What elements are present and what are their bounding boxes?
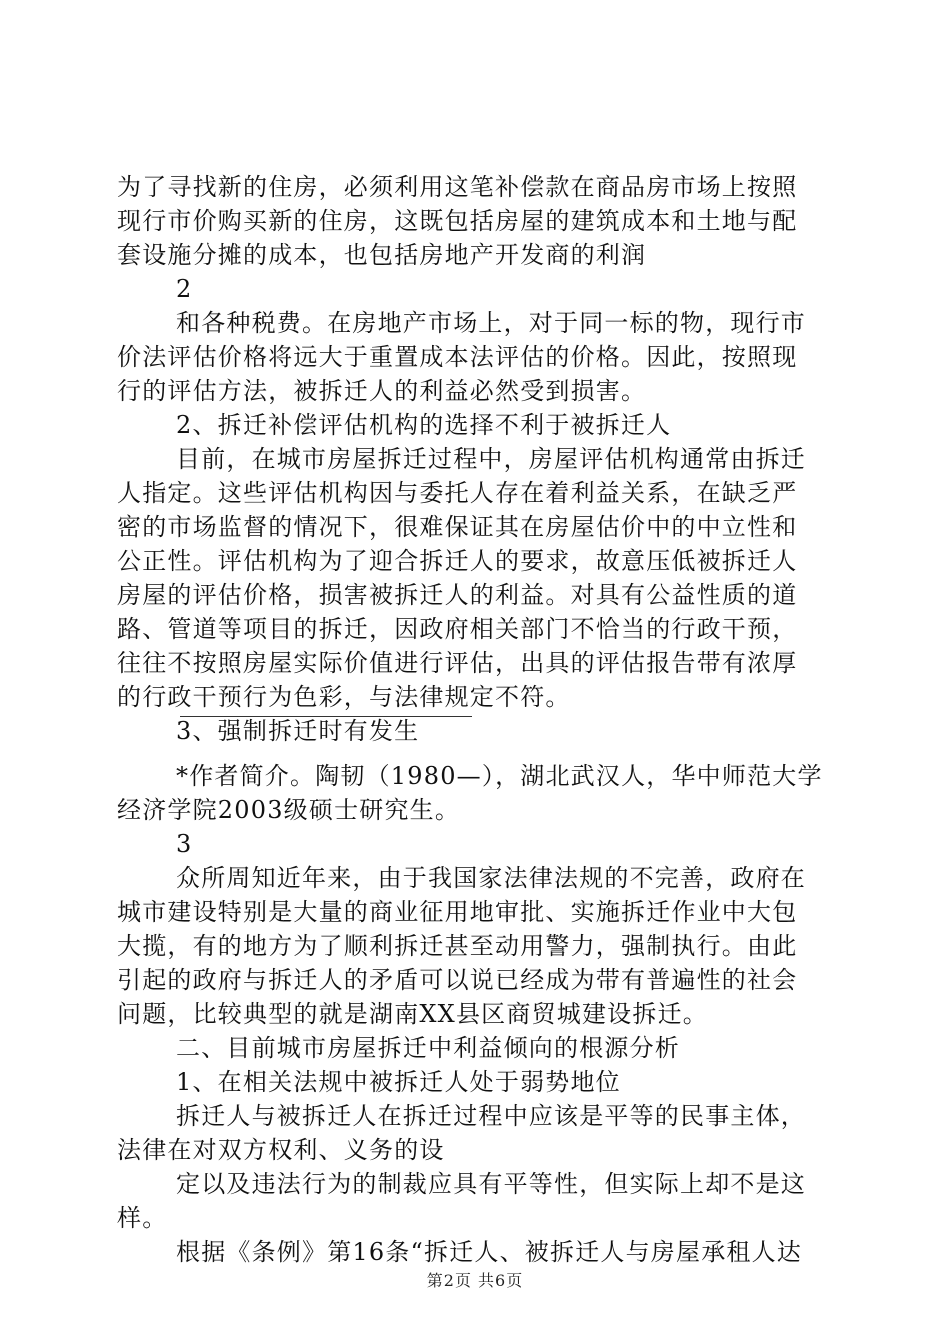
body-line: 路、管道等项目的拆迁，因政府相关部门不恰当的行政干预， — [117, 615, 798, 643]
section-heading: 1、在相关法规中被拆迁人处于弱势地位 — [176, 1068, 621, 1096]
body-line: 样。 — [117, 1204, 168, 1232]
footnote-line: *作者简介。陶韧（1980—），湖北武汉人，华中师范大学 — [176, 762, 823, 790]
body-line: 和各种税费。在房地产市场上，对于同一标的物，现行市 — [176, 309, 806, 337]
body-line: 的行政干预行为色彩，与法律规定不符。 — [117, 683, 571, 711]
footnote-line: 经济学院2003级硕士研究生。 — [117, 796, 461, 824]
body-line: 大揽，有的地方为了顺利拆迁甚至动用警力，强制执行。由此 — [117, 932, 798, 960]
body-line: 问题，比较典型的就是湖南XX县区商贸城建设拆迁。 — [117, 1000, 708, 1028]
section-heading: 二、目前城市房屋拆迁中利益倾向的根源分析 — [176, 1034, 680, 1062]
body-line: 价法评估价格将远大于重置成本法评估的价格。因此，按照现 — [117, 343, 798, 371]
page-footer: 第2页 共6页 — [426, 1271, 524, 1290]
page-number-marker: 3 — [176, 830, 193, 858]
body-line: 往往不按照房屋实际价值进行评估，出具的评估报告带有浓厚 — [117, 649, 798, 677]
body-line: 行的评估方法，被拆迁人的利益必然受到损害。 — [117, 377, 647, 405]
body-line: 众所周知近年来，由于我国家法律法规的不完善，政府在 — [176, 864, 806, 892]
body-line: 房屋的评估价格，损害被拆迁人的利益。对具有公益性质的道 — [117, 581, 798, 609]
body-line: 法律在对双方权利、义务的设 — [117, 1136, 445, 1164]
body-line: 目前，在城市房屋拆迁过程中，房屋评估机构通常由拆迁 — [176, 445, 806, 473]
body-line: 定以及违法行为的制裁应具有平等性，但实际上却不是这 — [176, 1170, 806, 1198]
body-line: 根据《条例》第16条“拆迁人、被拆迁人与房屋承租人达 — [176, 1238, 803, 1266]
body-line: 拆迁人与被拆迁人在拆迁过程中应该是平等的民事主体， — [176, 1102, 806, 1130]
footnote-divider — [180, 716, 472, 717]
body-line: 城市建设特别是大量的商业征用地审批、实施拆迁作业中大包 — [117, 898, 798, 926]
section-heading: 2、拆迁补偿评估机构的选择不利于被拆迁人 — [176, 411, 672, 439]
page-number-marker: 2 — [176, 275, 193, 303]
body-line: 密的市场监督的情况下，很难保证其在房屋估价中的中立性和 — [117, 513, 798, 541]
body-line: 为了寻找新的住房，必须利用这笔补偿款在商品房市场上按照 — [117, 173, 798, 201]
section-heading: 3、强制拆迁时有发生 — [176, 717, 420, 745]
body-line: 引起的政府与拆迁人的矛盾可以说已经成为带有普遍性的社会 — [117, 966, 798, 994]
body-line: 公正性。评估机构为了迎合拆迁人的要求，故意压低被拆迁人 — [117, 547, 798, 575]
body-line: 人指定。这些评估机构因与委托人存在着利益关系，在缺乏严 — [117, 479, 798, 507]
body-line: 现行市价购买新的住房，这既包括房屋的建筑成本和土地与配 — [117, 207, 798, 235]
body-line: 套设施分摊的成本，也包括房地产开发商的利润 — [117, 241, 647, 269]
